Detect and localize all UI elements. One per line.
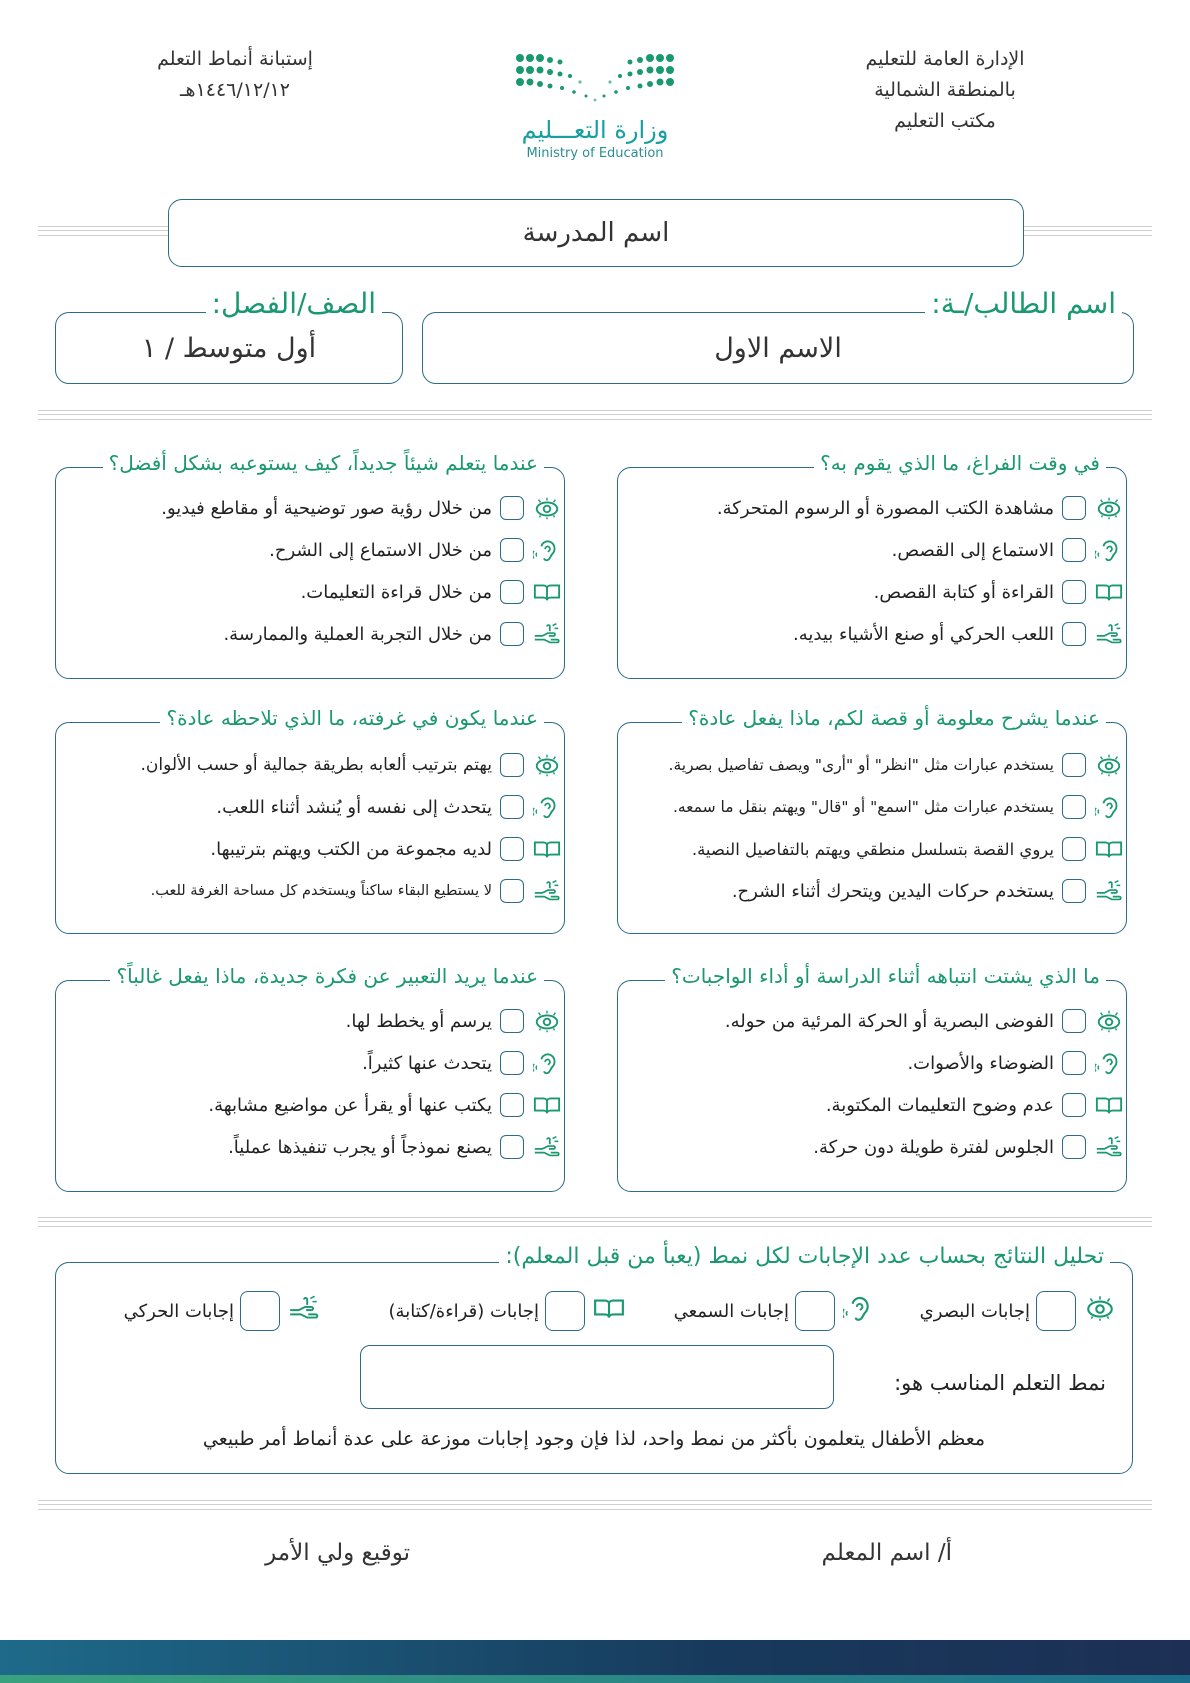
ear-icon xyxy=(1095,1051,1123,1075)
checkbox[interactable] xyxy=(500,622,524,646)
student-name-value: الاسم الاول xyxy=(714,332,842,364)
book-icon xyxy=(533,1093,561,1117)
checkbox[interactable] xyxy=(1062,879,1086,903)
ear-icon xyxy=(533,1051,561,1075)
suitable-style-field[interactable] xyxy=(360,1345,834,1409)
checkbox[interactable] xyxy=(500,837,524,861)
checkbox[interactable] xyxy=(1062,753,1086,777)
grade-label: الصف/الفصل: xyxy=(206,287,382,320)
visual-count xyxy=(920,1291,1118,1331)
option-2-visual[interactable] xyxy=(56,492,564,524)
eye-icon xyxy=(1084,1294,1116,1322)
teacher-name-label: أ/ اسم المعلم xyxy=(821,1540,952,1566)
hand-icon xyxy=(287,1294,321,1322)
option-6-auditory[interactable] xyxy=(56,1047,564,1079)
auditory-count xyxy=(674,1291,877,1331)
option-text: يتحدث عنها كثيراً. xyxy=(362,1052,492,1074)
hand-icon xyxy=(532,622,562,646)
reading-count-box[interactable] xyxy=(545,1291,585,1331)
ear-icon xyxy=(533,538,561,562)
survey-date: ١٤٤٦/١٢/١٢هـ xyxy=(179,79,291,101)
option-2-reading[interactable] xyxy=(56,576,564,608)
reading-count-label: إجابات (قراءة/كتابة) xyxy=(388,1300,539,1322)
option-text: لديه مجموعة من الكتب ويهتم بترتيبها. xyxy=(210,838,492,860)
question-title-4: عندما يكون في غرفته، ما الذي تلاحظه عادة؟ xyxy=(160,706,544,730)
question-box-6 xyxy=(55,964,565,1192)
option-6-visual[interactable] xyxy=(56,1005,564,1037)
checkbox[interactable] xyxy=(500,753,524,777)
checkbox[interactable] xyxy=(500,1093,524,1117)
option-4-reading[interactable] xyxy=(56,833,564,865)
option-text: من خلال قراءة التعليمات. xyxy=(300,581,492,603)
option-1-reading[interactable] xyxy=(618,576,1126,608)
option-1-visual[interactable] xyxy=(618,492,1126,524)
header-line-3: مكتب التعليم xyxy=(894,110,996,132)
option-1-auditory[interactable] xyxy=(618,534,1126,566)
question-box-2 xyxy=(55,451,565,679)
checkbox[interactable] xyxy=(1062,1009,1086,1033)
book-icon xyxy=(533,580,561,604)
eye-icon xyxy=(1095,1009,1123,1033)
checkbox[interactable] xyxy=(500,879,524,903)
option-text: من خلال رؤية صور توضيحية أو مقاطع فيديو. xyxy=(161,497,492,519)
school-name-label: اسم المدرسة xyxy=(522,218,670,248)
eye-icon xyxy=(533,496,561,520)
checkbox[interactable] xyxy=(1062,1093,1086,1117)
option-text: من خلال الاستماع إلى الشرح. xyxy=(269,539,492,561)
logo-english-text: Ministry of Education xyxy=(526,146,664,161)
divider-signatures xyxy=(38,1500,1152,1510)
checkbox[interactable] xyxy=(1062,1135,1086,1159)
checkbox[interactable] xyxy=(500,580,524,604)
option-3-visual[interactable] xyxy=(618,749,1126,781)
option-text: الضوضاء والأصوات. xyxy=(907,1052,1054,1074)
visual-count-box[interactable] xyxy=(1036,1291,1076,1331)
checkbox[interactable] xyxy=(1062,622,1086,646)
option-3-kinesthetic[interactable] xyxy=(618,875,1126,907)
eye-icon xyxy=(533,1009,561,1033)
checkbox[interactable] xyxy=(1062,1051,1086,1075)
ear-icon xyxy=(1095,795,1123,819)
question-title-3: عندما يشرح معلومة أو قصة لكم، ماذا يفعل عادة؟ xyxy=(682,706,1106,730)
option-4-kinesthetic[interactable] xyxy=(56,875,564,907)
option-text: الجلوس لفترة طويلة دون حركة. xyxy=(813,1136,1054,1158)
option-6-kinesthetic[interactable] xyxy=(56,1131,564,1163)
analysis-box xyxy=(55,1244,1133,1474)
book-icon xyxy=(1095,580,1123,604)
checkbox[interactable] xyxy=(500,1135,524,1159)
footer-strip xyxy=(0,1675,1190,1683)
question-box-5 xyxy=(617,964,1127,1192)
eye-icon xyxy=(533,753,561,777)
option-text: يستخدم عبارات مثل "انظر" أو "أرى" ويصف تفاصيل بصرية. xyxy=(668,756,1054,774)
option-text: يهتم بترتيب ألعابه بطريقة جمالية أو حسب الألوان. xyxy=(140,755,492,775)
student-name-label: اسم الطالب/ـة: xyxy=(925,287,1122,320)
checkbox[interactable] xyxy=(500,538,524,562)
option-text: عدم وضوح التعليمات المكتوبة. xyxy=(825,1094,1054,1116)
kinesthetic-count xyxy=(124,1291,322,1331)
option-text: القراءة أو كتابة القصص. xyxy=(873,581,1054,603)
book-icon xyxy=(1095,1093,1123,1117)
hand-icon xyxy=(532,879,562,903)
checkbox[interactable] xyxy=(1062,837,1086,861)
auditory-count-box[interactable] xyxy=(795,1291,835,1331)
hand-icon xyxy=(1094,622,1124,646)
option-text: الاستماع إلى القصص. xyxy=(891,539,1054,561)
option-text: يرسم أو يخطط لها. xyxy=(345,1010,492,1032)
ear-icon xyxy=(843,1294,875,1322)
eye-icon xyxy=(1095,496,1123,520)
checkbox[interactable] xyxy=(500,1009,524,1033)
logo-dots-icon xyxy=(510,48,680,108)
option-3-auditory[interactable] xyxy=(618,791,1126,823)
analysis-note: معظم الأطفال يتعلمون بأكثر من نمط واحد، لذا فإن وجود إجابات موزعة على عدة أنماط أمر طبيعي xyxy=(202,1428,986,1450)
header-line-2: بالمنطقة الشمالية xyxy=(874,79,1016,101)
header-survey-info xyxy=(120,44,350,106)
auditory-count-label: إجابات السمعي xyxy=(673,1300,789,1322)
header-line-1: الإدارة العامة للتعليم xyxy=(865,48,1025,70)
checkbox[interactable] xyxy=(1062,580,1086,604)
checkbox[interactable] xyxy=(1062,496,1086,520)
option-5-reading[interactable] xyxy=(618,1089,1126,1121)
option-text: مشاهدة الكتب المصورة أو الرسوم المتحركة. xyxy=(716,497,1054,519)
option-text: يصنع نموذجاً أو يجرب تنفيذها عملياً. xyxy=(228,1136,492,1158)
option-2-auditory[interactable] xyxy=(56,534,564,566)
question-box-4 xyxy=(55,706,565,934)
grade-field[interactable] xyxy=(55,312,403,384)
option-5-auditory[interactable] xyxy=(618,1047,1126,1079)
hand-icon xyxy=(1094,879,1124,903)
question-box-3 xyxy=(617,706,1127,934)
option-text: اللعب الحركي أو صنع الأشياء بيديه. xyxy=(792,623,1054,645)
eye-icon xyxy=(1095,753,1123,777)
option-3-reading[interactable] xyxy=(618,833,1126,865)
option-4-auditory[interactable] xyxy=(56,791,564,823)
question-title-2: عندما يتعلم شيئاً جديداً، كيف يستوعبه بشكل أفضل؟ xyxy=(103,451,544,475)
ministry-logo xyxy=(505,48,685,178)
option-1-kinesthetic[interactable] xyxy=(618,618,1126,650)
question-title-5: ما الذي يشتت انتباهه أثناء الدراسة أو أداء الواجبات؟ xyxy=(665,964,1106,988)
option-text: يستخدم عبارات مثل "اسمع" أو "قال" ويهتم بنقل ما سمعه. xyxy=(672,798,1054,816)
option-text: يستخدم حركات اليدين ويتحرك أثناء الشرح. xyxy=(731,880,1054,902)
option-6-reading[interactable] xyxy=(56,1089,564,1121)
book-icon xyxy=(533,837,561,861)
option-5-visual[interactable] xyxy=(618,1005,1126,1037)
option-text: يكتب عنها أو يقرأ عن مواضيع مشابهة. xyxy=(208,1094,492,1116)
student-name-field[interactable] xyxy=(422,312,1134,384)
book-icon xyxy=(1095,837,1123,861)
question-box-1 xyxy=(617,451,1127,679)
option-text: يروي القصة بتسلسل منطقي ويهتم بالتفاصيل النصية. xyxy=(691,839,1054,859)
checkbox[interactable] xyxy=(500,1051,524,1075)
question-title-1: في وقت الفراغ، ما الذي يقوم به؟ xyxy=(814,451,1106,475)
suitable-style-label: نمط التعلم المناسب هو: xyxy=(894,1371,1106,1395)
kinesthetic-count-label: إجابات الحركي xyxy=(123,1300,234,1322)
question-title-6: عندما يريد التعبير عن فكرة جديدة، ماذا يفعل غالباً؟ xyxy=(110,964,544,988)
option-5-kinesthetic[interactable] xyxy=(618,1131,1126,1163)
grade-value: أول متوسط / ١ xyxy=(141,332,317,364)
option-text: من خلال التجربة العملية والممارسة. xyxy=(223,623,492,645)
kinesthetic-count-box[interactable] xyxy=(240,1291,280,1331)
checkbox[interactable] xyxy=(500,496,524,520)
reading-count xyxy=(389,1291,627,1331)
option-4-visual[interactable] xyxy=(56,749,564,781)
checkbox[interactable] xyxy=(1062,538,1086,562)
divider-questions xyxy=(38,410,1152,420)
visual-count-label: إجابات البصري xyxy=(919,1300,1030,1322)
option-text: لا يستطيع البقاء ساكناً ويستخدم كل مساحة الغرفة للعب. xyxy=(150,883,492,899)
logo-arabic-text: وزارة التعـــليم xyxy=(521,116,669,144)
option-2-kinesthetic[interactable] xyxy=(56,618,564,650)
ear-icon xyxy=(533,795,561,819)
option-text: الفوضى البصرية أو الحركة المرئية من حوله. xyxy=(724,1010,1054,1032)
checkbox[interactable] xyxy=(1062,795,1086,819)
hand-icon xyxy=(532,1135,562,1159)
divider-analysis xyxy=(38,1217,1152,1227)
header-administration xyxy=(825,44,1065,137)
checkbox[interactable] xyxy=(500,795,524,819)
ear-icon xyxy=(1095,538,1123,562)
analysis-title: تحليل النتائج بحساب عدد الإجابات لكل نمط (يعبأ من قبل المعلم): xyxy=(499,1244,1110,1269)
hand-icon xyxy=(1094,1135,1124,1159)
option-text: يتحدث إلى نفسه أو يُنشد أثناء اللعب. xyxy=(216,796,492,818)
school-name-field[interactable] xyxy=(168,199,1024,267)
guardian-signature-label: توقيع ولي الأمر xyxy=(265,1540,410,1566)
book-icon xyxy=(593,1294,625,1322)
survey-title: إستبانة أنماط التعلم xyxy=(157,48,313,70)
